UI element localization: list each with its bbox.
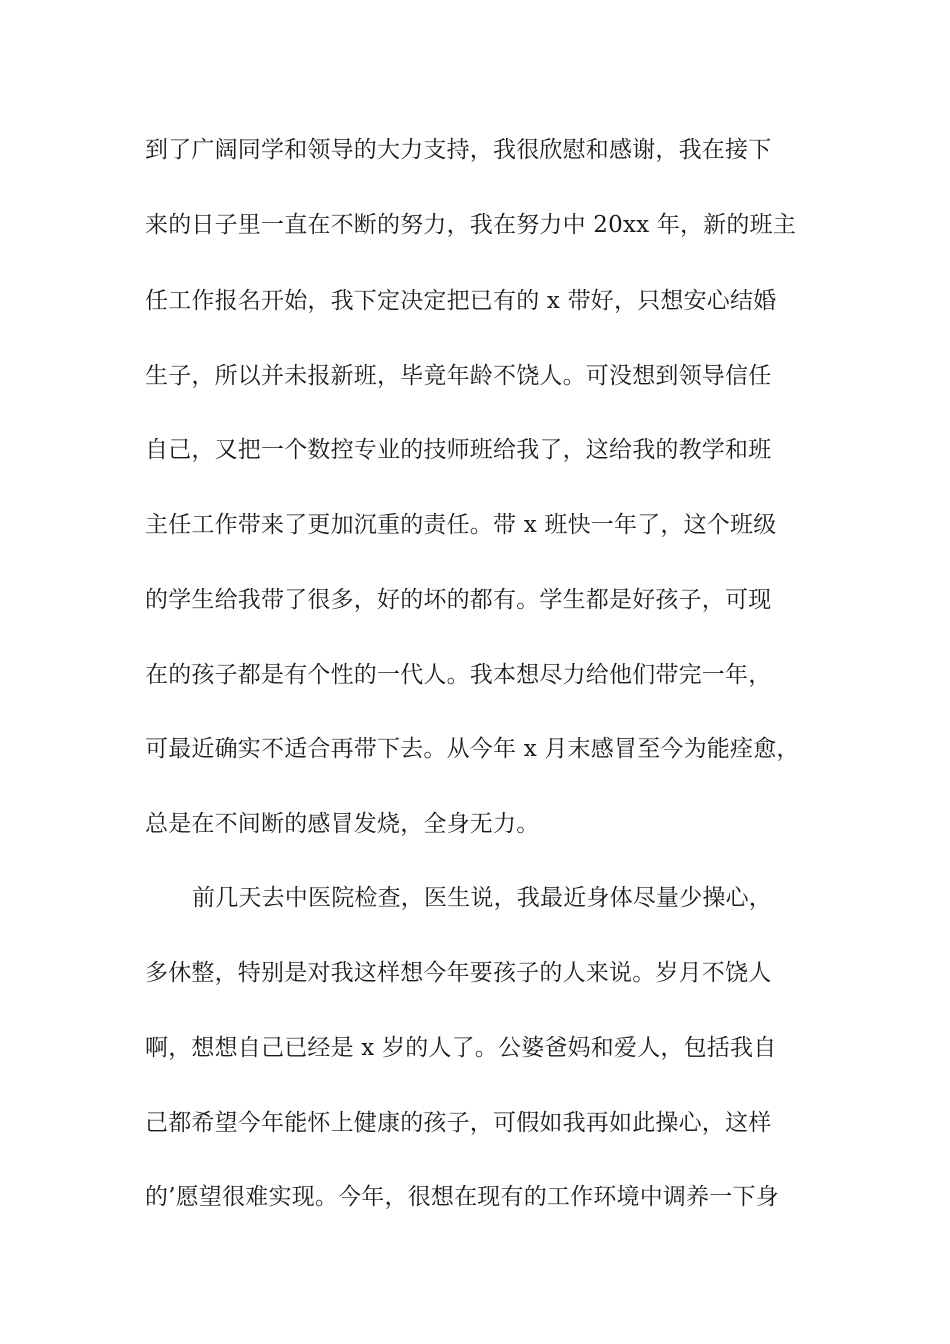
text-line: 啊，想想自己已经是 x 岁的人了。公婆爸妈和爱人，包括我自	[145, 1035, 777, 1061]
text-line: 任工作报名开始，我下定决定把已有的 x 带好，只想安心结婚	[145, 288, 777, 314]
text-line: 主任工作带来了更加沉重的责任。带 x 班快一年了，这个班级	[145, 512, 777, 538]
paragraph-first-line: 前几天去中医院检查，医生说，我最近身体尽量少操心，	[192, 885, 772, 911]
text-line: 可最近确实不适合再带下去。从今年 x 月末感冒至今为能痊愈，	[145, 736, 800, 762]
text-line: 的学生给我带了很多，好的坏的都有。学生都是好孩子，可现	[145, 587, 772, 613]
text-line: 多休整，特别是对我这样想今年要孩子的人来说。岁月不饶人	[145, 960, 772, 986]
text-line: 来的日子里一直在不断的努力，我在努力中 20xx 年，新的班主	[145, 212, 797, 238]
text-line: 的’愿望很难实现。今年，很想在现有的工作环境中调养一下身	[145, 1184, 779, 1210]
text-line: 在的孩子都是有个性的一代人。我本想尽力给他们带完一年，	[145, 662, 772, 688]
text-line: 总是在不间断的感冒发烧，全身无力。	[145, 811, 540, 837]
text-line: 自己，又把一个数控专业的技师班给我了，这给我的教学和班	[145, 437, 772, 463]
text-line: 己都希望今年能怀上健康的孩子，可假如我再如此操心，这样	[145, 1110, 772, 1136]
text-line: 到了广阔同学和领导的大力支持，我很欣慰和感谢，我在接下	[145, 137, 772, 163]
text-line: 生子，所以并未报新班，毕竟年龄不饶人。可没想到领导信任	[145, 363, 772, 389]
